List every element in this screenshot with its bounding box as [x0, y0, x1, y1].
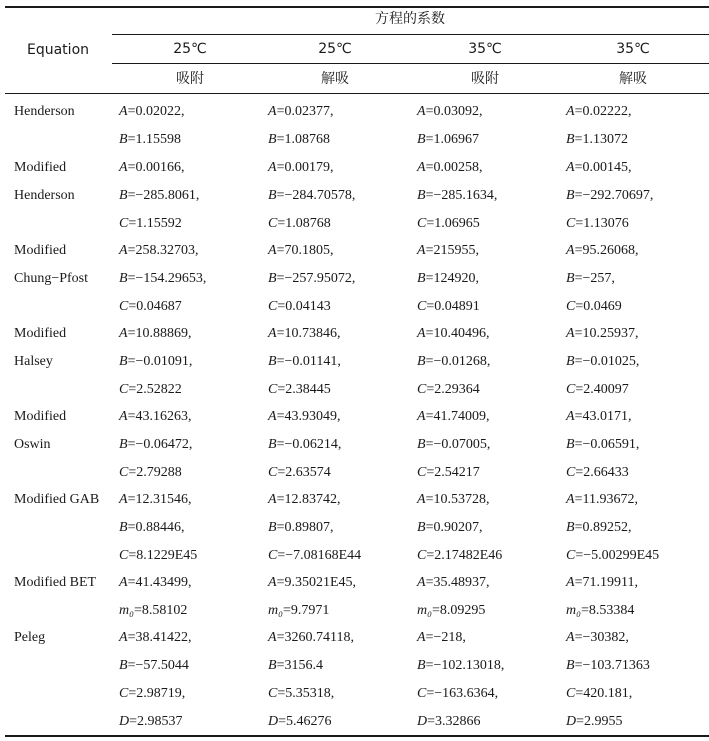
col-temp-2: 25℃: [318, 41, 352, 57]
coefficient-cell: A=9.35021E45, m₀=9.7971: [268, 575, 357, 618]
coefficient-cell: A=35.48937, m₀=8.09295: [417, 575, 490, 618]
col-mode-2: 解吸: [321, 71, 349, 87]
coefficient-cell: A=10.25937, B=−0.01025, C=2.40097: [566, 326, 640, 397]
coefficient-cell: A=0.03092, B=1.06967: [417, 104, 483, 147]
coefficient-cell: A=10.73846, B=−0.01141, C=2.38445: [268, 326, 341, 397]
coefficient-cell: A=70.1805, B=−257.95072, C=0.04143: [268, 243, 356, 314]
coefficient-cell: A=10.88869, B=−0.01091, C=2.52822: [119, 326, 193, 397]
group-underline: [112, 34, 709, 35]
coefficient-cell: A=95.26068, B=−257, C=0.0469: [566, 243, 639, 314]
top-rule: [5, 6, 709, 8]
coefficient-cell: A=43.16263, B=−0.06472, C=2.79288: [119, 409, 193, 480]
coefficient-cell: A=41.43499, m₀=8.58102: [119, 575, 192, 618]
coefficient-cell: A=0.02377, B=1.08768: [268, 104, 334, 147]
coefficient-cell: A=0.00145, B=−292.70697, C=1.13076: [566, 160, 654, 231]
header-rule: [5, 93, 709, 94]
col-temp-4: 35℃: [616, 41, 650, 57]
coefficient-cell: A=10.40496, B=−0.01268, C=2.29364: [417, 326, 491, 397]
coefficient-cell: A=71.19911, m₀=8.53384: [566, 575, 638, 618]
coefficient-cell: A=10.53728, B=0.90207, C=2.17482E46: [417, 492, 503, 563]
coefficient-cell: A=0.00258, B=−285.1634, C=1.06965: [417, 160, 498, 231]
temp-underline: [112, 63, 709, 64]
col-mode-4: 解吸: [619, 71, 647, 87]
coefficient-cell: A=41.74009, B=−0.07005, C=2.54217: [417, 409, 491, 480]
equation-name: Modified Henderson: [14, 160, 75, 203]
group-title: 方程的系数: [375, 11, 445, 27]
coefficient-cell: A=3260.74118, B=3156.4 C=5.35318, D=5.46276: [268, 630, 354, 729]
coefficient-cell: A=0.02022, B=1.15598: [119, 104, 185, 147]
coefficient-cell: A=12.83742, B=0.89807, C=−7.08168E44: [268, 492, 362, 563]
equation-name: Modified Halsey: [14, 326, 67, 369]
col-mode-3: 吸附: [471, 71, 499, 87]
col-mode-1: 吸附: [176, 71, 204, 87]
coefficient-cell: A=11.93672, B=0.89252, C=−5.00299E45: [566, 492, 660, 563]
col-temp-1: 25℃: [173, 41, 207, 57]
col-temp-3: 35℃: [468, 41, 502, 57]
equation-name: Modified Chung−Pfost: [14, 243, 89, 286]
equation-name: Modified GAB: [14, 492, 100, 507]
coefficient-cell: A=0.00166, B=−285.8061, C=1.15592: [119, 160, 200, 231]
coefficient-cell: A=258.32703, B=−154.29653, C=0.04687: [119, 243, 207, 314]
coefficient-cell: A=0.02222, B=1.13072: [566, 104, 632, 147]
equation-header: Equation: [27, 42, 90, 58]
coefficient-cell: A=43.93049, B=−0.06214, C=2.63574: [268, 409, 342, 480]
coefficient-cell: A=−30382, B=−103.71363 C=420.181, D=2.9955: [566, 630, 650, 729]
coefficient-cell: A=−218, B=−102.13018, C=−163.6364, D=3.32866: [417, 630, 505, 729]
coefficient-cell: A=0.00179, B=−284.70578, C=1.08768: [268, 160, 356, 231]
coefficient-cell: A=12.31546, B=0.88446, C=8.1229E45: [119, 492, 198, 563]
coefficient-cell: A=215955, B=124920, C=0.04891: [417, 243, 480, 314]
equation-name: Modified Oswin: [14, 409, 67, 452]
coefficient-cell: A=43.0171, B=−0.06591, C=2.66433: [566, 409, 640, 480]
coefficient-cell: A=38.41422, B=−57.5044 C=2.98719, D=2.98537: [119, 630, 192, 729]
equation-name: Modified BET: [14, 575, 97, 590]
equation-name: Henderson: [14, 104, 75, 119]
equation-name: Peleg: [14, 630, 46, 645]
